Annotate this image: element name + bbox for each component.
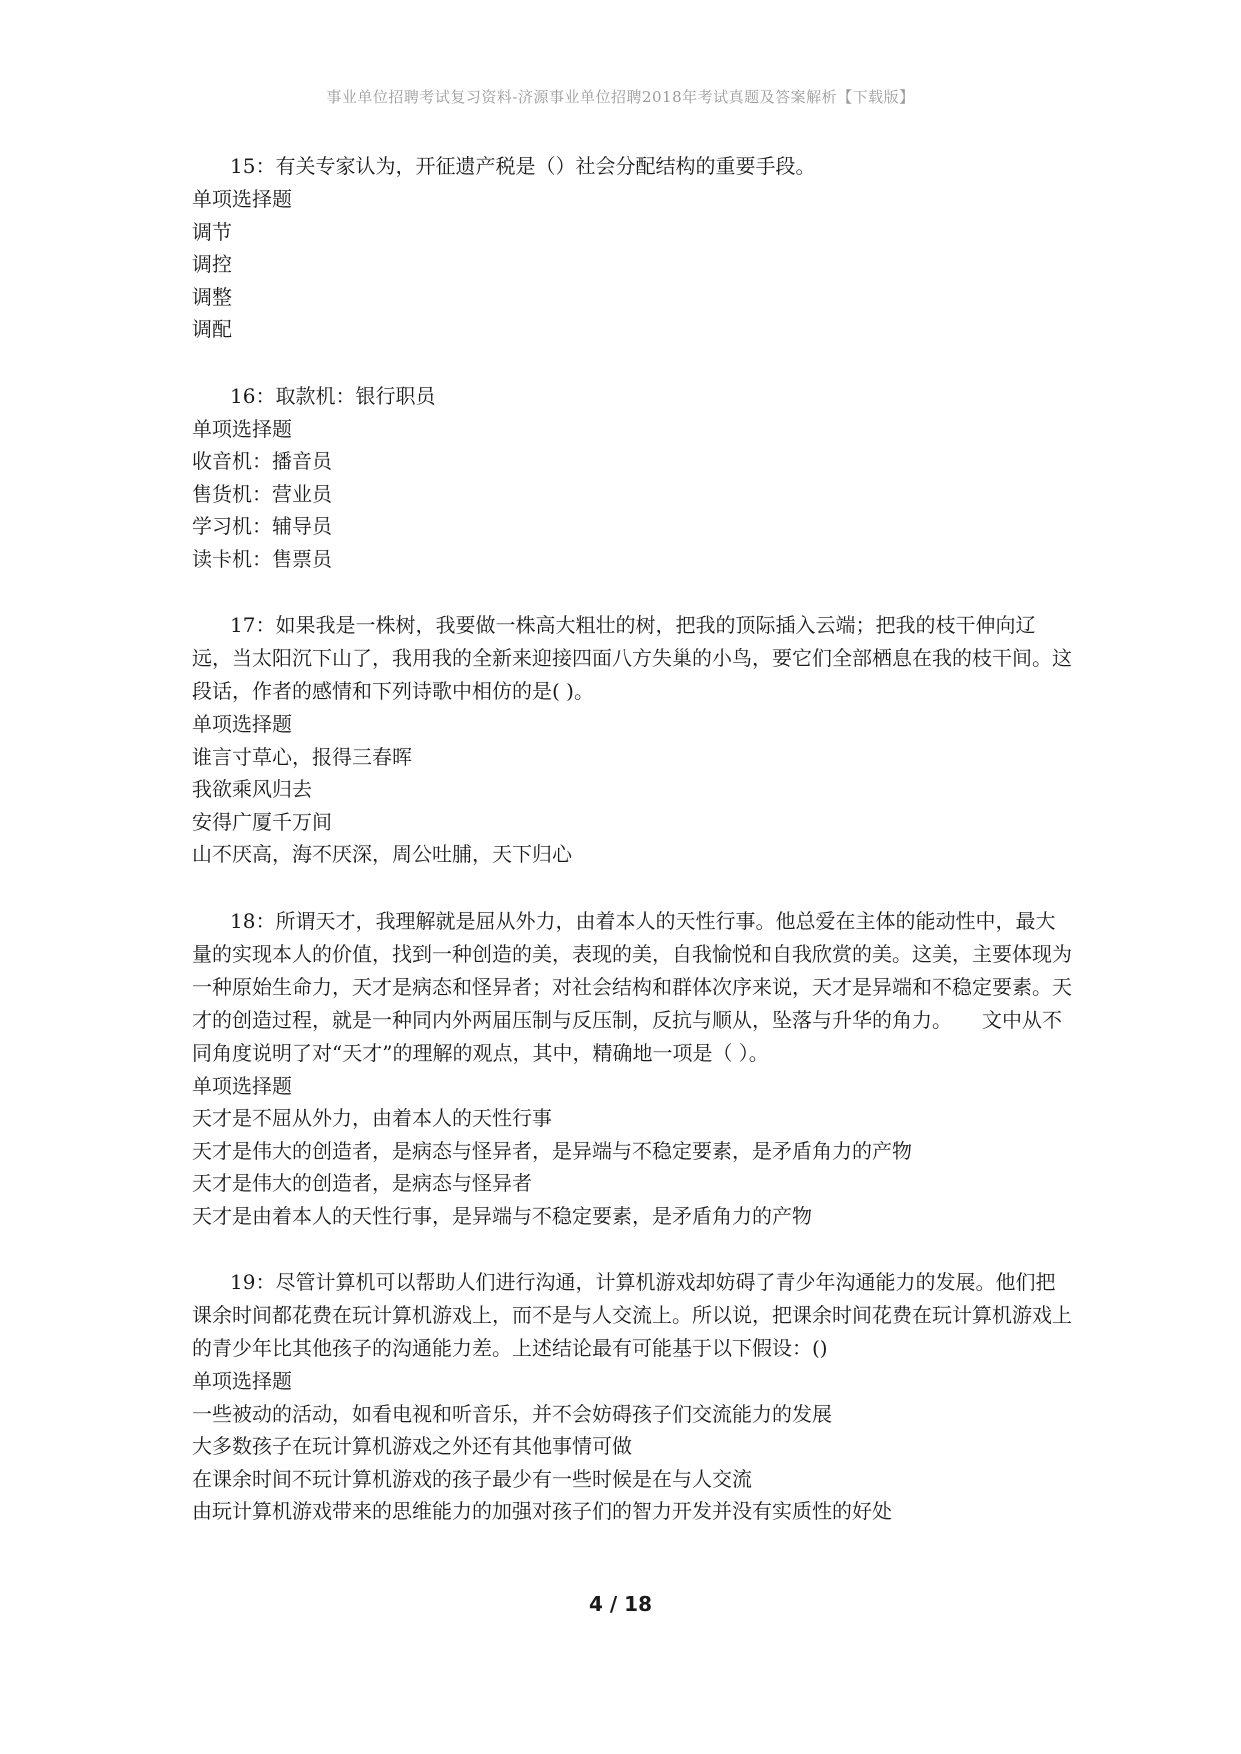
question-type: 单项选择题 [192,416,292,441]
question-type: 单项选择题 [192,1073,292,1098]
option-d: 山不厌高，海不厌深，周公吐脯，天下归心 [192,842,572,866]
option-c: 在课余时间不玩计算机游戏的孩子最少有一些时候是在与人交流 [192,1466,752,1491]
option-b: 调控 [192,252,232,276]
question-stem: 19：尽管计算机可以帮助人们进行沟通，计算机游戏却妨碍了青少年沟通能力的发展。他们把课余时间都花费在玩计算机游戏上，而不是与人交流上。所以说，把课余时间花费在玩计算机游戏上的青少年比其他孩子的沟通能力差。上述结论最有可能基于以下假设：() [192,1270,1072,1360]
option-a: 天才是不屈从外力，由着本人的天性行事 [192,1106,552,1130]
option-a: 收音机：播音员 [192,449,332,473]
option-b: 大多数孩子在玩计算机游戏之外还有其他事情可做 [192,1434,632,1458]
page-header: 事业单位招聘考试复习资料-济源事业单位招聘2018年考试真题及答案解析【下载版】 [326,88,915,106]
option-b: 售货机：营业员 [192,481,332,506]
question-18 [192,905,1072,1233]
document-body [192,150,1072,1562]
option-a: 调节 [192,219,232,244]
question-19 [192,1266,1072,1528]
option-d: 由玩计算机游戏带来的思维能力的加强对孩子们的智力开发并没有实质性的好处 [192,1499,892,1523]
option-c: 安得广厦千万间 [192,809,332,834]
option-d: 调配 [192,317,232,341]
question-stem: 18：所谓天才，我理解就是屈从外力，由着本人的天性行事。他总爱在主体的能动性中，最大量的实现本人的价值，找到一种创造的美，表现的美，自我愉悦和自我欣赏的美。这美，主要体现为一种原始生命力，天才是病态和怪异者；对社会结构和群体次序来说，天才是异端和不稳定要素。天才的创造过程，就是一种同内外两届压制与反压制，反抗与顺从，坠落与升华的角力。 文中从不同角度说明了对“天才”的理解的观点，其中，精确地一项是（ ）。 [192,908,1072,1065]
question-type: 单项选择题 [192,712,292,736]
question-stem: 17：如果我是一株树，我要做一株高大粗壮的树，把我的顶际插入云端；把我的枝干伸向辽远，当太阳沉下山了，我用我的全新来迎接四面八方失巢的小鸟，要它们全部栖息在我的枝干间。这段话，作者的感情和下列诗歌中相仿的是( )。 [192,613,1072,703]
option-c: 学习机：辅导员 [192,514,332,538]
option-d: 天才是由着本人的天性行事，是异端与不稳定要素，是矛盾角力的产物 [192,1203,812,1228]
option-a: 谁言寸草心，报得三春晖 [192,744,412,769]
question-type: 单项选择题 [192,187,292,211]
option-d: 读卡机：售票员 [192,546,332,571]
question-16 [192,380,1072,576]
question-17 [192,609,1072,871]
question-15 [192,150,1072,346]
option-c: 调整 [192,284,232,309]
option-a: 一些被动的活动，如看电视和听音乐，并不会妨碍孩子们交流能力的发展 [192,1401,832,1426]
question-type: 单项选择题 [192,1369,292,1393]
option-b: 我欲乘风归去 [192,777,312,801]
question-stem: 16：取款机：银行职员 [230,383,436,408]
option-c: 天才是伟大的创造者，是病态与怪异者 [192,1171,532,1195]
option-b: 天才是伟大的创造者，是病态与怪异者，是异端与不稳定要素，是矛盾角力的产物 [192,1138,912,1163]
question-stem: 15：有关专家认为，开征遗产税是（）社会分配结构的重要手段。 [230,154,816,178]
page-number: 4 / 18 [589,1592,652,1616]
